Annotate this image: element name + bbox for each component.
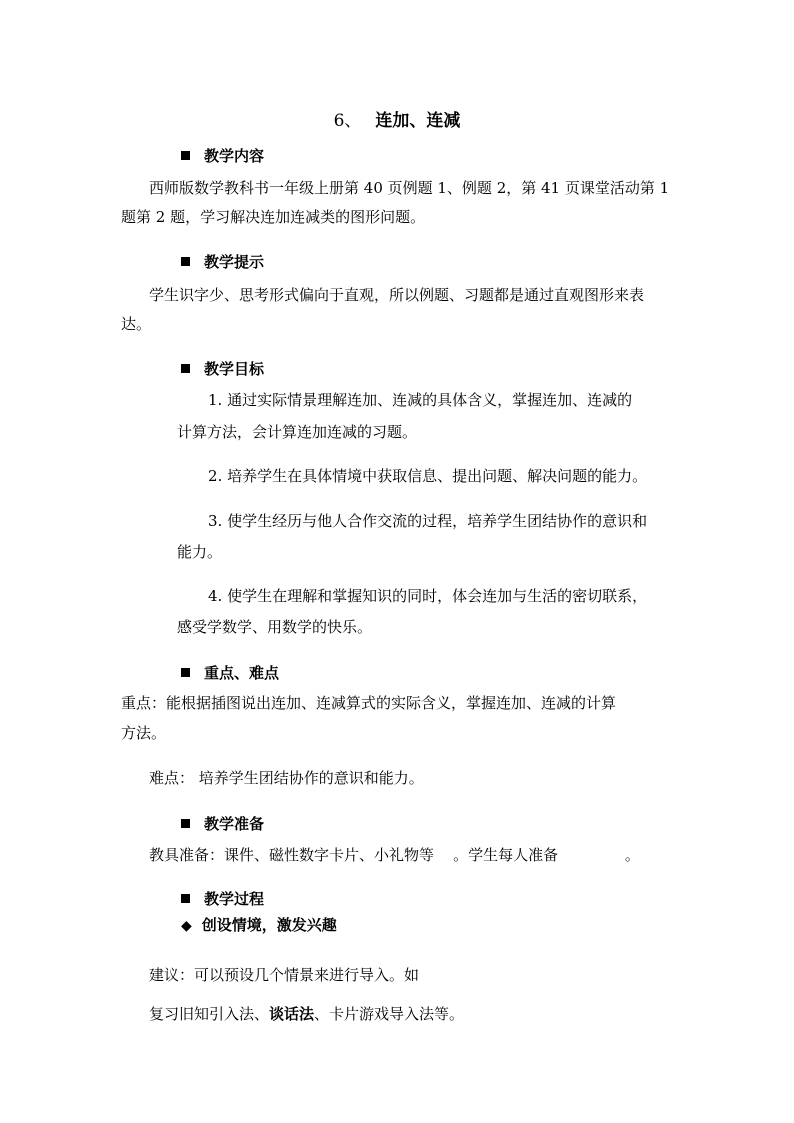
heading-teaching-content [181,145,264,166]
sub-heading-text: 创设情境，激发兴趣 [201,916,337,934]
content-line-2: 题第 2 题，学习解决连加连减类的图形问题。 [121,208,426,226]
key-point-line-1: 重点：能根据插图说出连加、连减算式的实际含义，掌握连加、连减的计算 [121,694,617,712]
suggestion-line-2 [149,1003,464,1024]
suggestion-part-b: 谈话法 [269,1005,315,1023]
heading-text: 教学准备 [204,815,265,833]
heading-text: 教学内容 [204,147,265,165]
hint-line-2: 达。 [121,315,152,333]
hint-line-1: 学生识字少、思考形式偏向于直观，所以例题、习题都是通过直观图形来表 [149,286,645,304]
suggestion-part-c: 、卡片游戏导入法等。 [314,1005,465,1023]
goal-2-line-1: 2. 培养学生在具体情境中获取信息、提出问题、解决问题的能力。 [208,467,648,485]
square-bullet-icon [181,151,190,160]
heading-key-points [181,662,279,683]
suggestion-line-1: 建议：可以预设几个情景来进行导入。如 [149,966,420,984]
heading-teaching-hint [181,251,264,272]
square-bullet-icon [181,257,190,266]
goal-3-line-1: 3. 使学生经历与他人合作交流的过程，培养学生团结协作的意识和 [208,512,648,530]
heading-text: 教学提示 [204,253,265,271]
difficulty-line: 难点： 培养学生团结协作的意识和能力。 [149,769,424,787]
goal-4-line-1: 4. 使学生在理解和掌握知识的同时，体会连加与生活的密切联系， [208,587,648,605]
heading-teaching-process [181,888,264,909]
content-line-1: 西师版数学教科书一年级上册第 40 页例题 1、例题 2，第 41 页课堂活动第 1 [149,179,670,197]
goal-3-line-2: 能力。 [177,543,223,561]
square-bullet-icon [181,819,190,828]
title-text: 连加、连减 [375,111,461,131]
title-number: 6、 [333,111,362,131]
key-point-line-2: 方法。 [121,724,167,742]
heading-teaching-prep [181,813,264,834]
square-bullet-icon [181,364,190,373]
heading-text: 教学过程 [204,890,265,908]
suggestion-part-a: 复习旧知引入法、 [149,1005,270,1023]
goal-1-line-1: 1. 通过实际情景理解连加、连减的具体含义，掌握连加、连减的 [208,391,633,409]
sub-heading-create-scene [181,914,337,935]
diamond-bullet-icon: ◆ [181,918,192,934]
prep-line: 教具准备：课件、磁性数字卡片、小礼物等 。学生每人准备 。 [149,846,640,864]
page-title [0,106,794,131]
heading-text: 重点、难点 [204,664,280,682]
square-bullet-icon [181,894,190,903]
square-bullet-icon [181,668,190,677]
goal-4-line-2: 感受学数学、用数学的快乐。 [177,618,373,636]
heading-text: 教学目标 [204,360,265,378]
goal-1-line-2: 计算方法，会计算连加连减的习题。 [177,423,418,441]
heading-teaching-goals [181,358,264,379]
